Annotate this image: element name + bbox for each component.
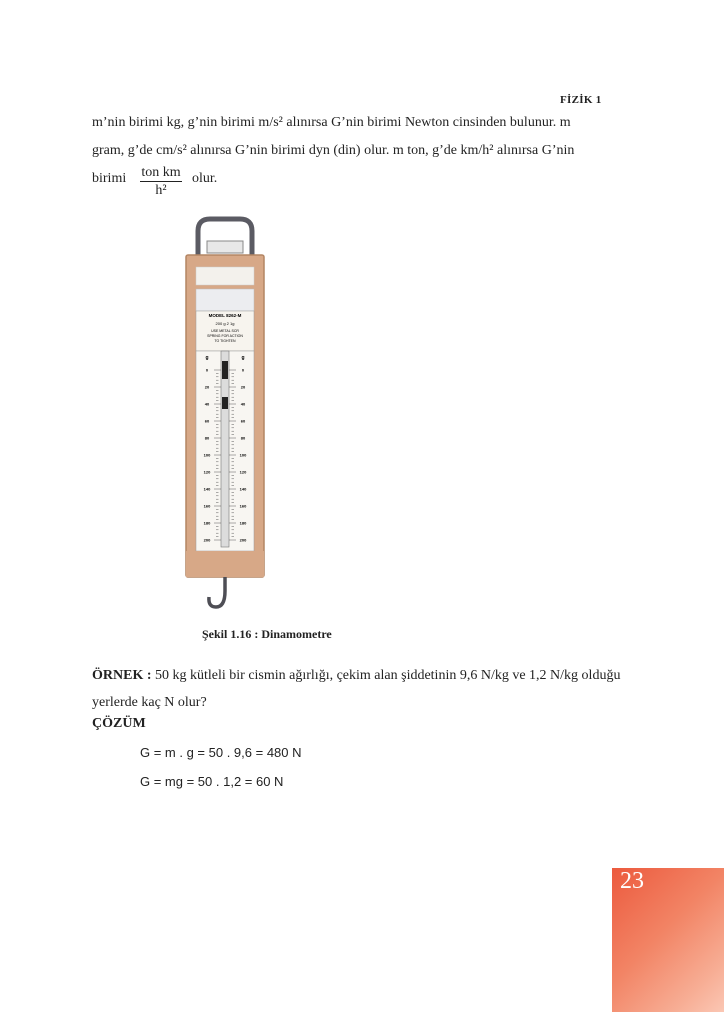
scale-label: 120 <box>239 469 247 475</box>
fraction-denominator: h² <box>155 183 167 198</box>
dynamometer-figure <box>180 215 270 615</box>
intro-line-1: m’nin birimi kg, g’nin birimi m/s² alınırsa G’nin birimi Newton cinsinden bulunur. m <box>92 115 571 130</box>
scale-label: 160 <box>203 503 211 509</box>
plate-line-4: SPRING FOR ACTION <box>207 334 243 338</box>
plate-line-1: MODEL 8262-M <box>208 313 242 318</box>
unit-right: g <box>241 355 245 361</box>
intro-line-2: gram, g’de cm/s² alınırsa G’nin birimi dyn (din) olur. m ton, g’de km/h² alınırsa G’nin <box>92 143 575 158</box>
scale-label: 140 <box>203 486 211 492</box>
example-block <box>92 662 624 716</box>
fraction-numerator: ton km <box>141 165 181 180</box>
scale-label: 180 <box>239 520 247 526</box>
scale-label: 140 <box>239 486 247 492</box>
scale-label: 60 <box>204 418 210 424</box>
figure-caption: Şekil 1.16 : Dinamometre <box>202 627 332 641</box>
hook <box>209 577 225 607</box>
solution-heading: ÇÖZÜM <box>92 716 146 731</box>
scale-label: 60 <box>240 418 246 424</box>
scale-label: 80 <box>240 435 246 441</box>
scale-label: 0 <box>241 367 245 373</box>
unit-left: g <box>205 355 209 361</box>
scale-label: 0 <box>205 367 209 373</box>
scale-label: 180 <box>203 520 211 526</box>
example-text: 50 kg kütleli bir cismin ağırlığı, çekim alan şiddetinin 9,6 N/kg ve 1,2 N/kg olduğu yerlerde kaç N olur? <box>92 668 621 710</box>
plate-line-2: 200 g 2 1g <box>215 321 235 326</box>
scale-label: 80 <box>204 435 210 441</box>
solution-line-2: G = mg = 50 . 1,2 = 60 N <box>140 774 284 789</box>
page-number: 23 <box>620 868 644 894</box>
scale-label: 100 <box>203 452 211 458</box>
intro-line-3-start: birimi <box>92 171 127 186</box>
scale-label: 20 <box>204 384 210 390</box>
scale-label: 20 <box>240 384 246 390</box>
scale-label: 120 <box>203 469 211 475</box>
page-header: FİZİK 1 <box>560 94 602 106</box>
example-label: ÖRNEK : <box>92 668 152 683</box>
plate-line-5: TO TIGHTEN <box>214 339 236 343</box>
scale-label: 160 <box>239 503 247 509</box>
scale-label: 40 <box>204 401 210 407</box>
plate-line-3: USE METAL SCR <box>211 329 239 333</box>
scale-label: 100 <box>239 452 247 458</box>
scale-label: 40 <box>240 401 246 407</box>
scale-label: 200 <box>203 537 211 543</box>
fraction-unit <box>134 165 188 199</box>
intro-line-3-end: olur. <box>192 171 218 186</box>
scale-label: 200 <box>239 537 247 543</box>
solution-line-1: G = m . g = 50 . 9,6 = 480 N <box>140 745 302 760</box>
